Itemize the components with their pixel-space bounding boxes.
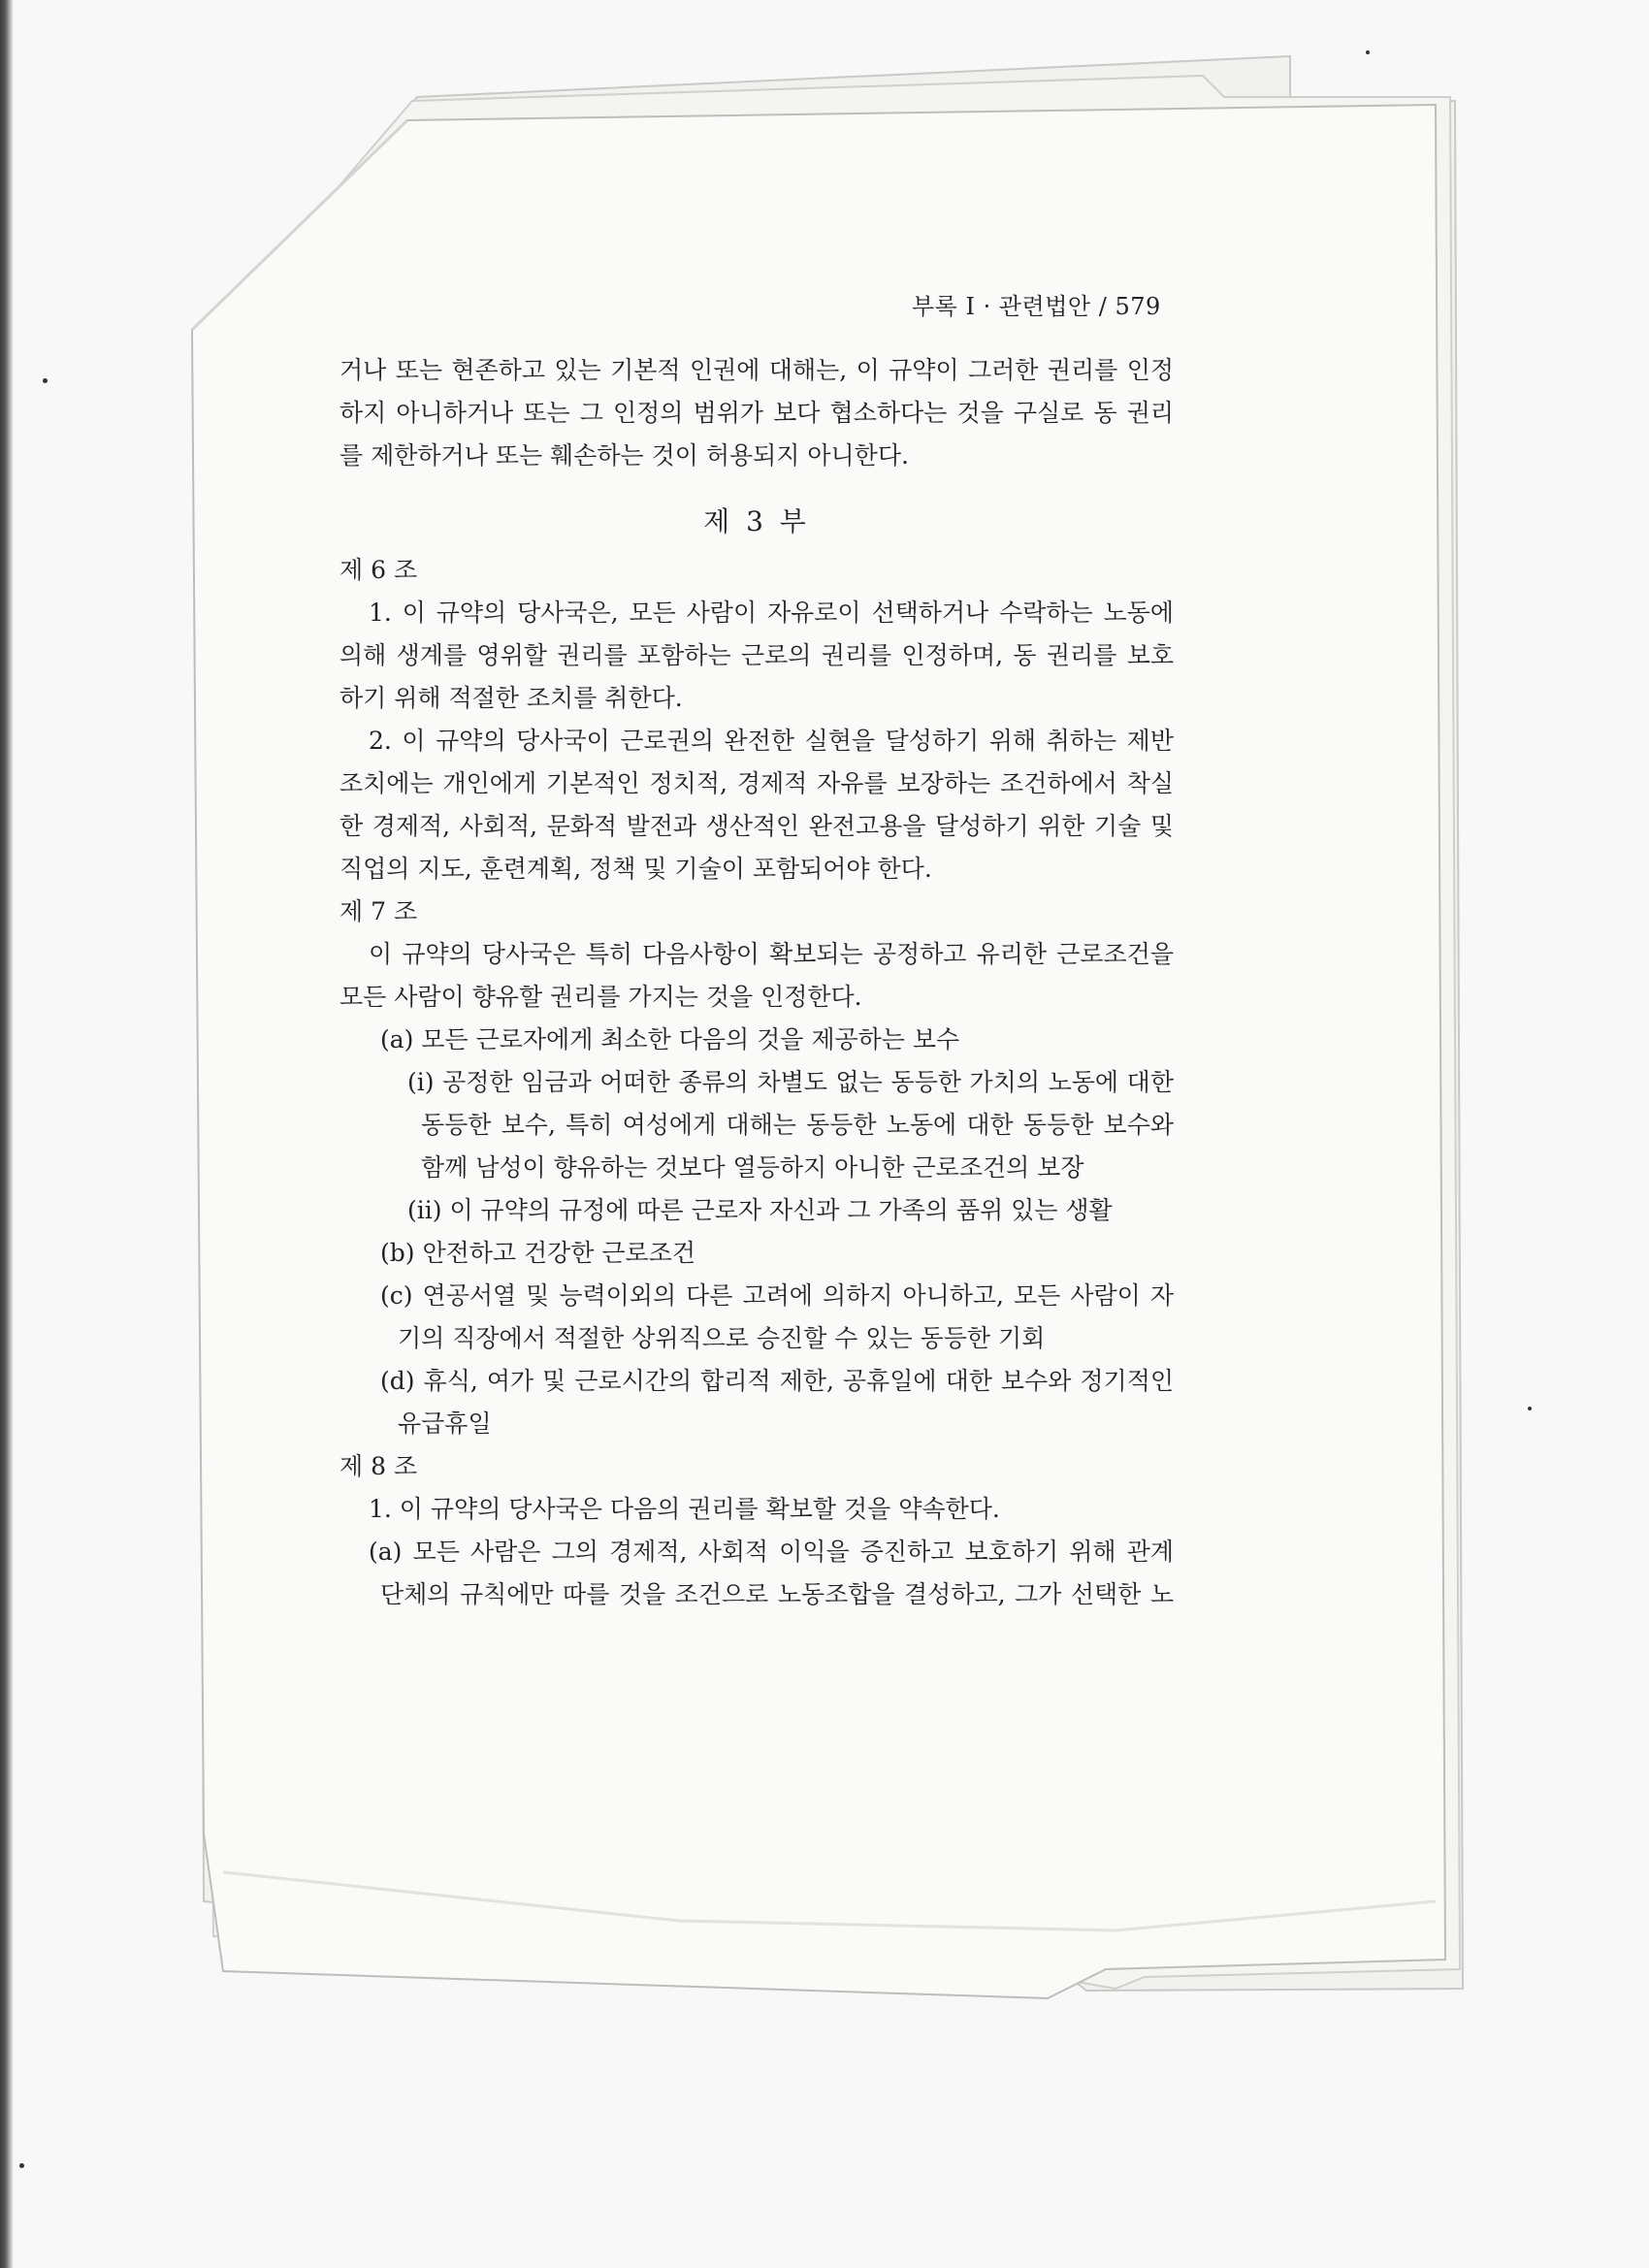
- text-line: 1. 이 규약의 당사국은 다음의 권리를 확보할 것을 약속한다.: [369, 1495, 1000, 1523]
- text-line: 를 제한하거나 또는 훼손하는 것이 허용되지 아니한다.: [340, 441, 909, 470]
- article-heading: 제 8 조: [340, 1452, 418, 1480]
- text-line: 기의 직장에서 적절한 상위직으로 승진할 수 있는 동등한 기회: [398, 1324, 1046, 1352]
- article-heading: 제 6 조: [340, 556, 418, 584]
- text-line: 동등한 보수, 특히 여성에게 대해는 동등한 노동에 대한 동등한 보수와: [421, 1111, 1174, 1139]
- text-line: 하지 아니하거나 또는 그 인정의 범위가 보다 협소하다는 것을 구실로 동 권리: [340, 399, 1174, 427]
- running-head: 부록 I · 관련법안 / 579: [912, 293, 1161, 320]
- article-8: [340, 1445, 1174, 1616]
- list-item-d: (d) 휴식, 여가 및 근로시간의 합리적 제한, 공휴일에 대한 보수와 정기적인: [380, 1367, 1174, 1395]
- text-line: 1. 이 규약의 당사국은, 모든 사람이 자유로이 선택하거나 수락하는 노동에: [369, 599, 1174, 627]
- list-item-a: (a) 모든 사람은 그의 경제적, 사회적 이익을 증진하고 보호하기 위해 관계: [369, 1538, 1174, 1566]
- text-line: 단체의 규칙에만 따를 것을 조건으로 노동조합을 결성하고, 그가 선택한 노: [380, 1580, 1174, 1608]
- list-item-a: (a) 모든 근로자에게 최소한 다음의 것을 제공하는 보수: [380, 1025, 960, 1053]
- text-line: 거나 또는 현존하고 있는 기본적 인권에 대해는, 이 규약이 그러한 권리를 인정: [340, 356, 1174, 384]
- text-line: 직업의 지도, 훈련계획, 정책 및 기술이 포함되어야 한다.: [340, 855, 932, 883]
- intro-paragraph: [340, 349, 1174, 477]
- text-line: 유급휴일: [398, 1409, 492, 1438]
- text-line: 하기 위해 적절한 조치를 취한다.: [340, 684, 683, 712]
- body-text: [340, 349, 1174, 1616]
- text-line: 조치에는 개인에게 기본적인 정치적, 경제적 자유를 보장하는 조건하에서 착실: [340, 769, 1174, 797]
- text-line: 한 경제적, 사회적, 문화적 발전과 생산적인 완전고용을 달성하기 위한 기술 및: [340, 812, 1174, 840]
- list-item-b: (b) 안전하고 건강한 근로조건: [380, 1239, 696, 1267]
- list-item-ii: (ii) 이 규약의 규정에 따른 근로자 자신과 그 가족의 품위 있는 생활: [407, 1196, 1113, 1224]
- article-heading: 제 7 조: [340, 897, 418, 925]
- text-line: 함께 남성이 향유하는 것보다 열등하지 아니한 근로조건의 보장: [421, 1153, 1084, 1182]
- part-heading: 제 3 부: [703, 505, 810, 537]
- text-line: 이 규약의 당사국은 특히 다음사항이 확보되는 공정하고 유리한 근로조건을: [369, 940, 1174, 968]
- article-6: [340, 549, 1174, 891]
- list-item-i: (i) 공정한 임금과 어떠한 종류의 차별도 없는 동등한 가치의 노동에 대한: [407, 1068, 1174, 1096]
- text-line: 2. 이 규약의 당사국이 근로권의 완전한 실현을 달성하기 위해 취하는 제반: [369, 727, 1174, 755]
- text-line: 의해 생계를 영위할 권리를 포함하는 근로의 권리를 인정하며, 동 권리를 보호: [340, 641, 1174, 669]
- article-7: [340, 891, 1174, 1445]
- list-item-c: (c) 연공서열 및 능력이외의 다른 고려에 의하지 아니하고, 모든 사람이 자: [380, 1281, 1174, 1310]
- text-line: 모든 사람이 향유할 권리를 가지는 것을 인정한다.: [340, 983, 862, 1011]
